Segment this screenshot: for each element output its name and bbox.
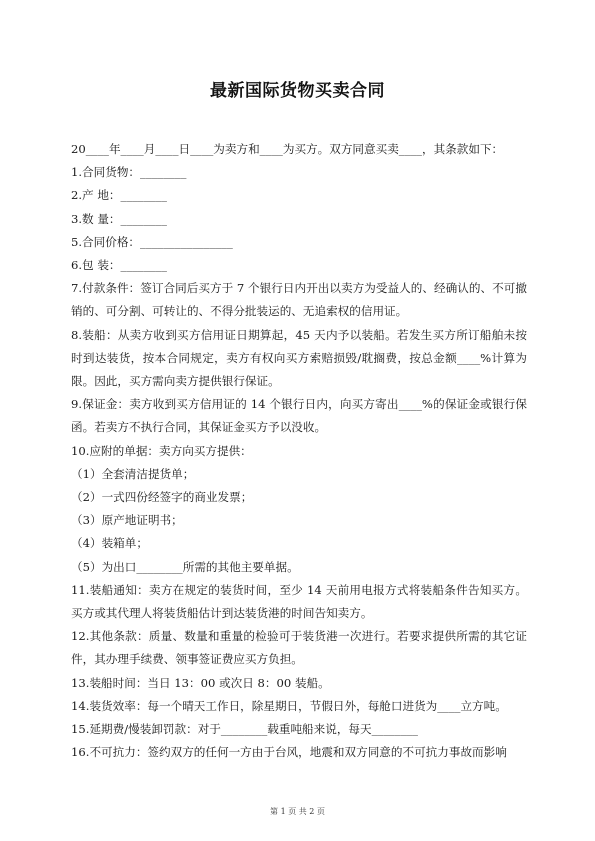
document-title: 最新国际货物买卖合同	[210, 81, 385, 101]
clause-other-terms: 12.其他条款：质量、数量和重量的检验可于装货港一次进行。若要求提供所需的其它证件，其办理手续费、领事签证费应买方负担。	[71, 629, 527, 667]
clause-quantity: 3.数 量：________	[71, 211, 167, 226]
clause-loading-time: 13.装船时间：当日 13：00 或次日 8：00 装船。	[71, 675, 330, 690]
document-item: （1）全套清洁提货单；	[71, 466, 195, 481]
clause-payment: 7.付款条件：签订合同后买方于 7 个银行日内开出以卖方为受益人的、经确认的、不可撤销的、可分割、可转让的、不得分批装运的、无追索权的信用证。	[71, 281, 527, 319]
clause-shipping-notice: 11.装船通知：卖方在规定的装货时间，至少 14 天前用电报方式将装船条件告知买方。买方或其代理人将装货船估计到达装货港的时间告知卖方。	[71, 582, 527, 621]
clause-force-majeure: 16.不可抗力：签约双方的任何一方由于台风，地震和双方同意的不可抗力事故而影响	[71, 745, 507, 760]
clause-goods: 1.合同货物：________	[71, 165, 187, 180]
clause-origin: 2.产 地：________	[71, 188, 167, 203]
clause-deposit: 9.保证金：卖方收到买方信用证的 14 个银行日内，向买方寄出____%的保证金或银行保函。若卖方不执行合同，其保证金买方予以没收。	[71, 397, 527, 435]
clause-demurrage: 15.延期费/慢装卸罚款：对于________载重吨船来说，每天________	[71, 722, 418, 737]
document-item: （3）原产地证明书；	[71, 513, 183, 528]
document-item: （2）一式四份经签字的商业发票；	[71, 490, 253, 505]
document-body	[71, 138, 527, 764]
page-number-footer: 第 1 页 共 2 页	[270, 807, 325, 816]
clause-loading-efficiency: 14.装货效率：每一个晴天工作日，除星期日，节假日外，每舱口进货为____立方吨。	[71, 698, 507, 713]
clause-shipment: 8.装船：从卖方收到买方信用证日期算起，45 天内予以装船。若发生买方所订船舶未按时到达装货，按本合同规定，卖方有权向买方索赔损毁/耽搁费，按总金额____%计算为限。因此，买方需向卖方提供银行保证。	[71, 327, 527, 389]
document-item: （5）为出口________所需的其他主要单据。	[71, 559, 299, 574]
document-item: （4）装箱单；	[71, 536, 148, 551]
clause-documents: 10.应附的单据：卖方向买方提供：	[71, 443, 252, 458]
clause-packing: 6.包 装：________	[71, 258, 167, 273]
intro-paragraph: 20____年____月____日____为卖方和____为买方。双方同意买卖____，其条款如下：	[71, 142, 504, 156]
clause-price: 5.合同价格：________________	[71, 234, 233, 249]
